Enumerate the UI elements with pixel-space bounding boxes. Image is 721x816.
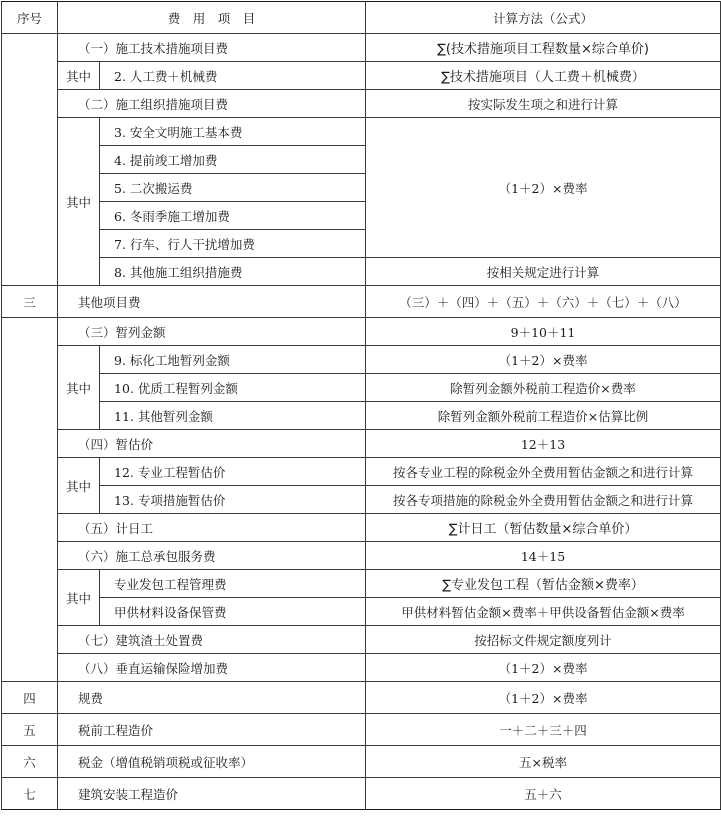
item-cell: 甲供材料设备保管费 [100, 598, 366, 626]
item-cell: （六）施工总承包服务费 [58, 542, 366, 570]
table-row [2, 62, 721, 90]
item-cell: 2. 人工费＋机械费 [100, 62, 366, 90]
method-cell: 一＋二＋三＋四 [366, 714, 721, 746]
table-row [2, 458, 721, 486]
method-cell: 9＋10＋11 [366, 318, 721, 346]
seq-cell-blank [2, 34, 58, 286]
item-cell: 7. 行车、行人干扰增加费 [100, 230, 366, 258]
item-cell: 8. 其他施工组织措施费 [100, 258, 366, 286]
item-cell: （一）施工技术措施项目费 [58, 34, 366, 62]
item-cell: 5. 二次搬运费 [100, 174, 366, 202]
item-cell: 11. 其他暂列金额 [100, 402, 366, 430]
table-row [2, 118, 721, 146]
table-row [2, 430, 721, 458]
table-row [2, 34, 721, 62]
method-cell: 按各专业工程的除税金外全费用暂估金额之和进行计算 [366, 458, 721, 486]
item-cell: 4. 提前竣工增加费 [100, 146, 366, 174]
qizhong-cell: 其中 [58, 570, 100, 626]
item-cell: （三）暂列金额 [58, 318, 366, 346]
table-row [2, 598, 721, 626]
method-cell: ∑技术措施项目（人工费＋机械费） [366, 62, 721, 90]
item-cell: 税前工程造价 [58, 714, 366, 746]
method-cell: ∑(技术措施项目工程数量×综合单价) [366, 34, 721, 62]
method-cell: （1＋2）×费率 [366, 654, 721, 682]
header-seq: 序号 [2, 2, 58, 34]
table-row [2, 374, 721, 402]
method-cell: 除暂列金额外税前工程造价×估算比例 [366, 402, 721, 430]
table-row [2, 318, 721, 346]
method-cell: 五×税率 [366, 746, 721, 778]
item-cell: （四）暂估价 [58, 430, 366, 458]
table-row [2, 682, 721, 714]
method-cell: 按相关规定进行计算 [366, 258, 721, 286]
table-row [2, 746, 721, 778]
item-cell: 13. 专项措施暂估价 [100, 486, 366, 514]
item-cell: 6. 冬雨季施工增加费 [100, 202, 366, 230]
item-cell: （二）施工组织措施项目费 [58, 90, 366, 118]
seq-cell: 三 [2, 286, 58, 318]
table-row [2, 778, 721, 810]
item-cell: 9. 标化工地暂列金额 [100, 346, 366, 374]
item-cell: 10. 优质工程暂列金额 [100, 374, 366, 402]
method-cell: （1＋2）×费率 [366, 346, 721, 374]
item-cell: 12. 专业工程暂估价 [100, 458, 366, 486]
method-cell: （1＋2）×费率 [366, 682, 721, 714]
method-cell: ∑计日工（暂估数量×综合单价） [366, 514, 721, 542]
table-row [2, 346, 721, 374]
header-method: 计算方法（公式） [366, 2, 721, 34]
qizhong-cell: 其中 [58, 458, 100, 514]
item-cell: 建筑安装工程造价 [58, 778, 366, 810]
seq-cell-blank [2, 318, 58, 682]
method-cell: 除暂列金额外税前工程造价×费率 [366, 374, 721, 402]
method-cell: （1＋2）×费率 [366, 118, 721, 258]
table-row [2, 486, 721, 514]
item-cell: （七）建筑渣土处置费 [58, 626, 366, 654]
method-cell: ∑专业发包工程（暂估金额×费率） [366, 570, 721, 598]
item-cell: 3. 安全文明施工基本费 [100, 118, 366, 146]
table-row [2, 514, 721, 542]
table-row [2, 542, 721, 570]
seq-cell: 四 [2, 682, 58, 714]
table-row [2, 570, 721, 598]
seq-cell: 五 [2, 714, 58, 746]
method-cell: 14＋15 [366, 542, 721, 570]
method-cell: 按各专项措施的除税金外全费用暂估金额之和进行计算 [366, 486, 721, 514]
item-cell: 税金（增值税销项税或征收率） [58, 746, 366, 778]
qizhong-cell: 其中 [58, 118, 100, 286]
table-row [2, 258, 721, 286]
item-cell: 规费 [58, 682, 366, 714]
table-row [2, 90, 721, 118]
method-cell: 12＋13 [366, 430, 721, 458]
qizhong-cell: 其中 [58, 62, 100, 90]
qizhong-cell: 其中 [58, 346, 100, 430]
item-cell: （八）垂直运输保险增加费 [58, 654, 366, 682]
table-row [2, 654, 721, 682]
method-cell: （三）＋（四）＋（五）＋（六）＋（七）＋（八） [366, 286, 721, 318]
cost-table [1, 1, 721, 810]
method-cell: 按实际发生项之和进行计算 [366, 90, 721, 118]
method-cell: 按招标文件规定额度列计 [366, 626, 721, 654]
seq-cell: 七 [2, 778, 58, 810]
table-header-row [2, 2, 721, 34]
header-item: 费 用 项 目 [58, 2, 366, 34]
seq-cell: 六 [2, 746, 58, 778]
item-cell: 其他项目费 [58, 286, 366, 318]
method-cell: 甲供材料暂估金额×费率＋甲供设备暂估金额×费率 [366, 598, 721, 626]
table-row [2, 714, 721, 746]
item-cell: 专业发包工程管理费 [100, 570, 366, 598]
table-row [2, 626, 721, 654]
method-cell: 五＋六 [366, 778, 721, 810]
table-row [2, 286, 721, 318]
table-row [2, 402, 721, 430]
item-cell: （五）计日工 [58, 514, 366, 542]
